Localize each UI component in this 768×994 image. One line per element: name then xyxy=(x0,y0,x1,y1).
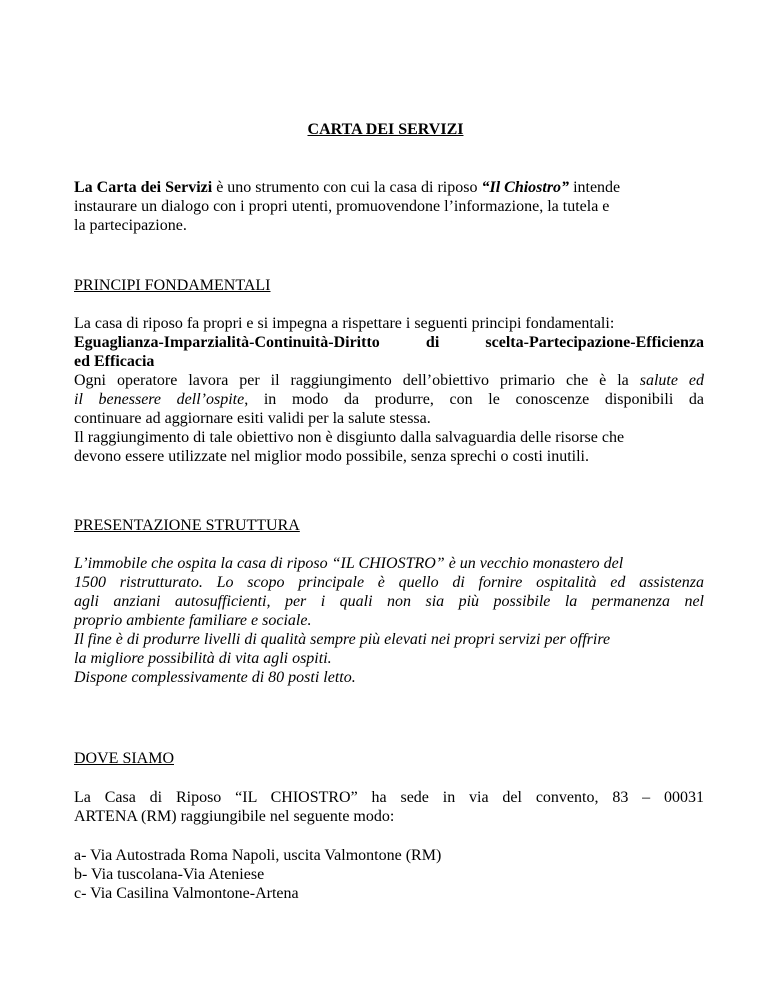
intro-line-2: instaurare un dialogo con i propri utenti, promuovendone l’informazione, la tutela e xyxy=(74,198,610,215)
intro-paragraph xyxy=(74,178,704,235)
intro-line-1 xyxy=(74,178,704,197)
principi-heading: PRINCIPI FONDAMENTALI xyxy=(74,277,271,294)
presentazione-line-4: proprio ambiente familiare e sociale. xyxy=(74,612,312,629)
presentazione-paragraph xyxy=(74,554,704,687)
dove-line-1: La Casa di Riposo “IL CHIOSTRO” ha sede in via del convento, 83 – 00031 xyxy=(74,789,704,806)
presentazione-line-3: agli anziani autosufficienti, per i quali non sia più possibile la permanenza nel xyxy=(74,593,704,610)
principi-bold-line-2: ed Efficacia xyxy=(74,353,155,370)
presentazione-line-6: la migliore possibilità di vita agli ospiti. xyxy=(74,650,332,667)
dove-line-2: ARTENA (RM) raggiungibile nel seguente modo: xyxy=(74,808,395,825)
principi-p2-italic-2: il benessere dell’ospite xyxy=(74,391,245,408)
intro-text-2: intende xyxy=(569,179,621,196)
principi-p3-line-2: devono essere utilizzate nel miglior modo possibile, senza sprechi o costi inutili. xyxy=(74,448,589,465)
principi-paragraph xyxy=(74,314,704,466)
principi-p2-rest: , in modo da produrre, con le conoscenze disponibili da xyxy=(244,391,705,408)
principi-p2-line-3: continuare ad aggiornare esiti validi per la salute stessa. xyxy=(74,410,431,427)
principi-p2-line-2 xyxy=(74,390,704,409)
dove-heading: DOVE SIAMO xyxy=(74,750,174,767)
list-item: a- Via Autostrada Roma Napoli, uscita Valmontone (RM) xyxy=(74,847,442,864)
intro-text-1: è uno strumento con cui la casa di riposo xyxy=(212,179,482,196)
principi-p2-italic-1: salute ed xyxy=(639,372,704,389)
intro-bold-lead: La Carta dei Servizi xyxy=(74,179,213,196)
intro-name: “Il Chiostro” xyxy=(481,179,570,196)
dove-paragraph xyxy=(74,788,704,826)
principi-p2-text: Ogni operatore lavora per il raggiungimento dell’obiettivo primario che è la xyxy=(74,372,640,389)
document-title: CARTA DEI SERVIZI xyxy=(307,121,464,138)
dove-list xyxy=(74,846,704,903)
presentazione-line-2: 1500 ristrutturato. Lo scopo principale è quello di fornire ospitalità ed assistenza xyxy=(74,574,704,591)
principi-line-1: La casa di riposo fa propri e si impegna a rispettare i seguenti principi fondamentali: xyxy=(74,315,615,332)
principi-p2-line-1 xyxy=(74,371,704,390)
presentazione-line-1: L’immobile che ospita la casa di riposo “IL CHIOSTRO” è un vecchio monastero del xyxy=(74,555,624,572)
principi-p3-line-1: Il raggiungimento di tale obiettivo non è disgiunto dalla salvaguardia delle risorse che xyxy=(74,429,625,446)
presentazione-line-5: Il fine è di produrre livelli di qualità sempre più elevati nei propri servizi per offrire xyxy=(74,631,611,648)
list-item: c- Via Casilina Valmontone-Artena xyxy=(74,885,299,902)
presentazione-line-7: Dispone complessivamente di 80 posti letto. xyxy=(74,669,356,686)
presentazione-heading: PRESENTAZIONE STRUTTURA xyxy=(74,517,300,534)
principi-bold-line-1: Eguaglianza-Imparzialità-Continuità-Diritto di scelta-Partecipazione-Efficienza xyxy=(74,334,704,351)
list-item: b- Via tuscolana-Via Ateniese xyxy=(74,866,265,883)
intro-line-3: la partecipazione. xyxy=(74,217,187,234)
